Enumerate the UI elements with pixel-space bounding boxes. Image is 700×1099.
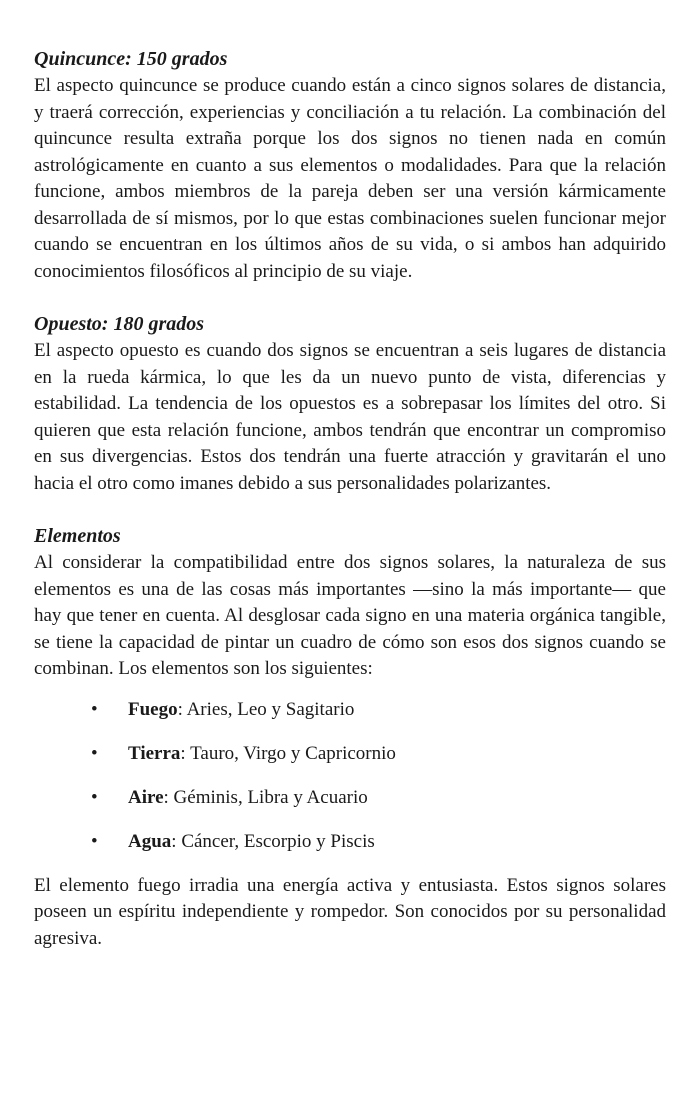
element-name: Aire (128, 786, 164, 808)
section-heading: Quincunce: 150 grados (34, 48, 228, 70)
elements-list (34, 697, 666, 855)
section-opuesto (34, 311, 666, 497)
section-heading: Opuesto: 180 grados (34, 313, 205, 335)
section-paragraph: El aspecto opuesto es cuando dos signos se encuentran a seis lugares de distancia en la rueda kármica, lo que les da un nuevo punto de vista, diferencias y estabilidad. La tendencia de los opuestos es a sobrepasar los límites del otro. Si quieren que esta relación funcione, ambos tendrán que encontrar un compromiso en sus divergencias. Estos dos tendrán una fuerte atracción y gravitarán el uno hacia el otro como imanes debido a sus personalidades polarizantes. (34, 340, 666, 494)
list-item (91, 741, 666, 767)
section-paragraph: Al considerar la compatibilidad entre dos signos solares, la naturaleza de sus elementos es una de las cosas más importantes —sino la más importante— que hay que tener en cuenta. Al desglosar cada signo en una materia orgánica tangible, se tiene la capacidad de pintar un cuadro de cómo son esos dos signos cuando se combinan. Los elementos son los siguientes: (34, 552, 666, 679)
element-name: Agua (128, 830, 172, 852)
element-signs: : Aries, Leo y Sagitario (177, 698, 355, 720)
element-name: Fuego (128, 698, 178, 720)
list-item (91, 697, 666, 723)
bullet-icon: • (91, 830, 98, 852)
element-signs: : Cáncer, Escorpio y Piscis (171, 830, 375, 852)
list-item (91, 829, 666, 855)
section-heading: Elementos (34, 525, 121, 547)
closing-paragraph: El elemento fuego irradia una energía activa y entusiasta. Estos signos solares poseen un espíritu independiente y rompedor. Son conocidos por su personalidad agresiva. (34, 874, 666, 949)
element-signs: : Tauro, Virgo y Capricornio (180, 742, 396, 764)
bullet-icon: • (91, 742, 98, 764)
list-item (91, 785, 666, 811)
section-quincunce (34, 46, 666, 285)
section-elementos (34, 523, 666, 952)
bullet-icon: • (91, 698, 98, 720)
element-name: Tierra (128, 742, 181, 764)
bullet-icon: • (91, 786, 98, 808)
section-paragraph: El aspecto quincunce se produce cuando están a cinco signos solares de distancia, y traerá corrección, experiencias y conciliación a tu relación. La combinación del quincunce resulta extraña porque los dos signos no tienen nada en común astrológicamente en cuanto a sus elementos o modalidades. Para que la relación funcione, ambos miembros de la pareja deben ser una versión kármicamente desarrollada de sí mismos, por lo que estas combinaciones suelen funcionar mejor cuando se encuentran en los últimos años de su vida, o si ambos han adquirido conocimientos filosóficos al principio de su viaje. (34, 75, 666, 282)
element-signs: : Géminis, Libra y Acuario (163, 786, 368, 808)
